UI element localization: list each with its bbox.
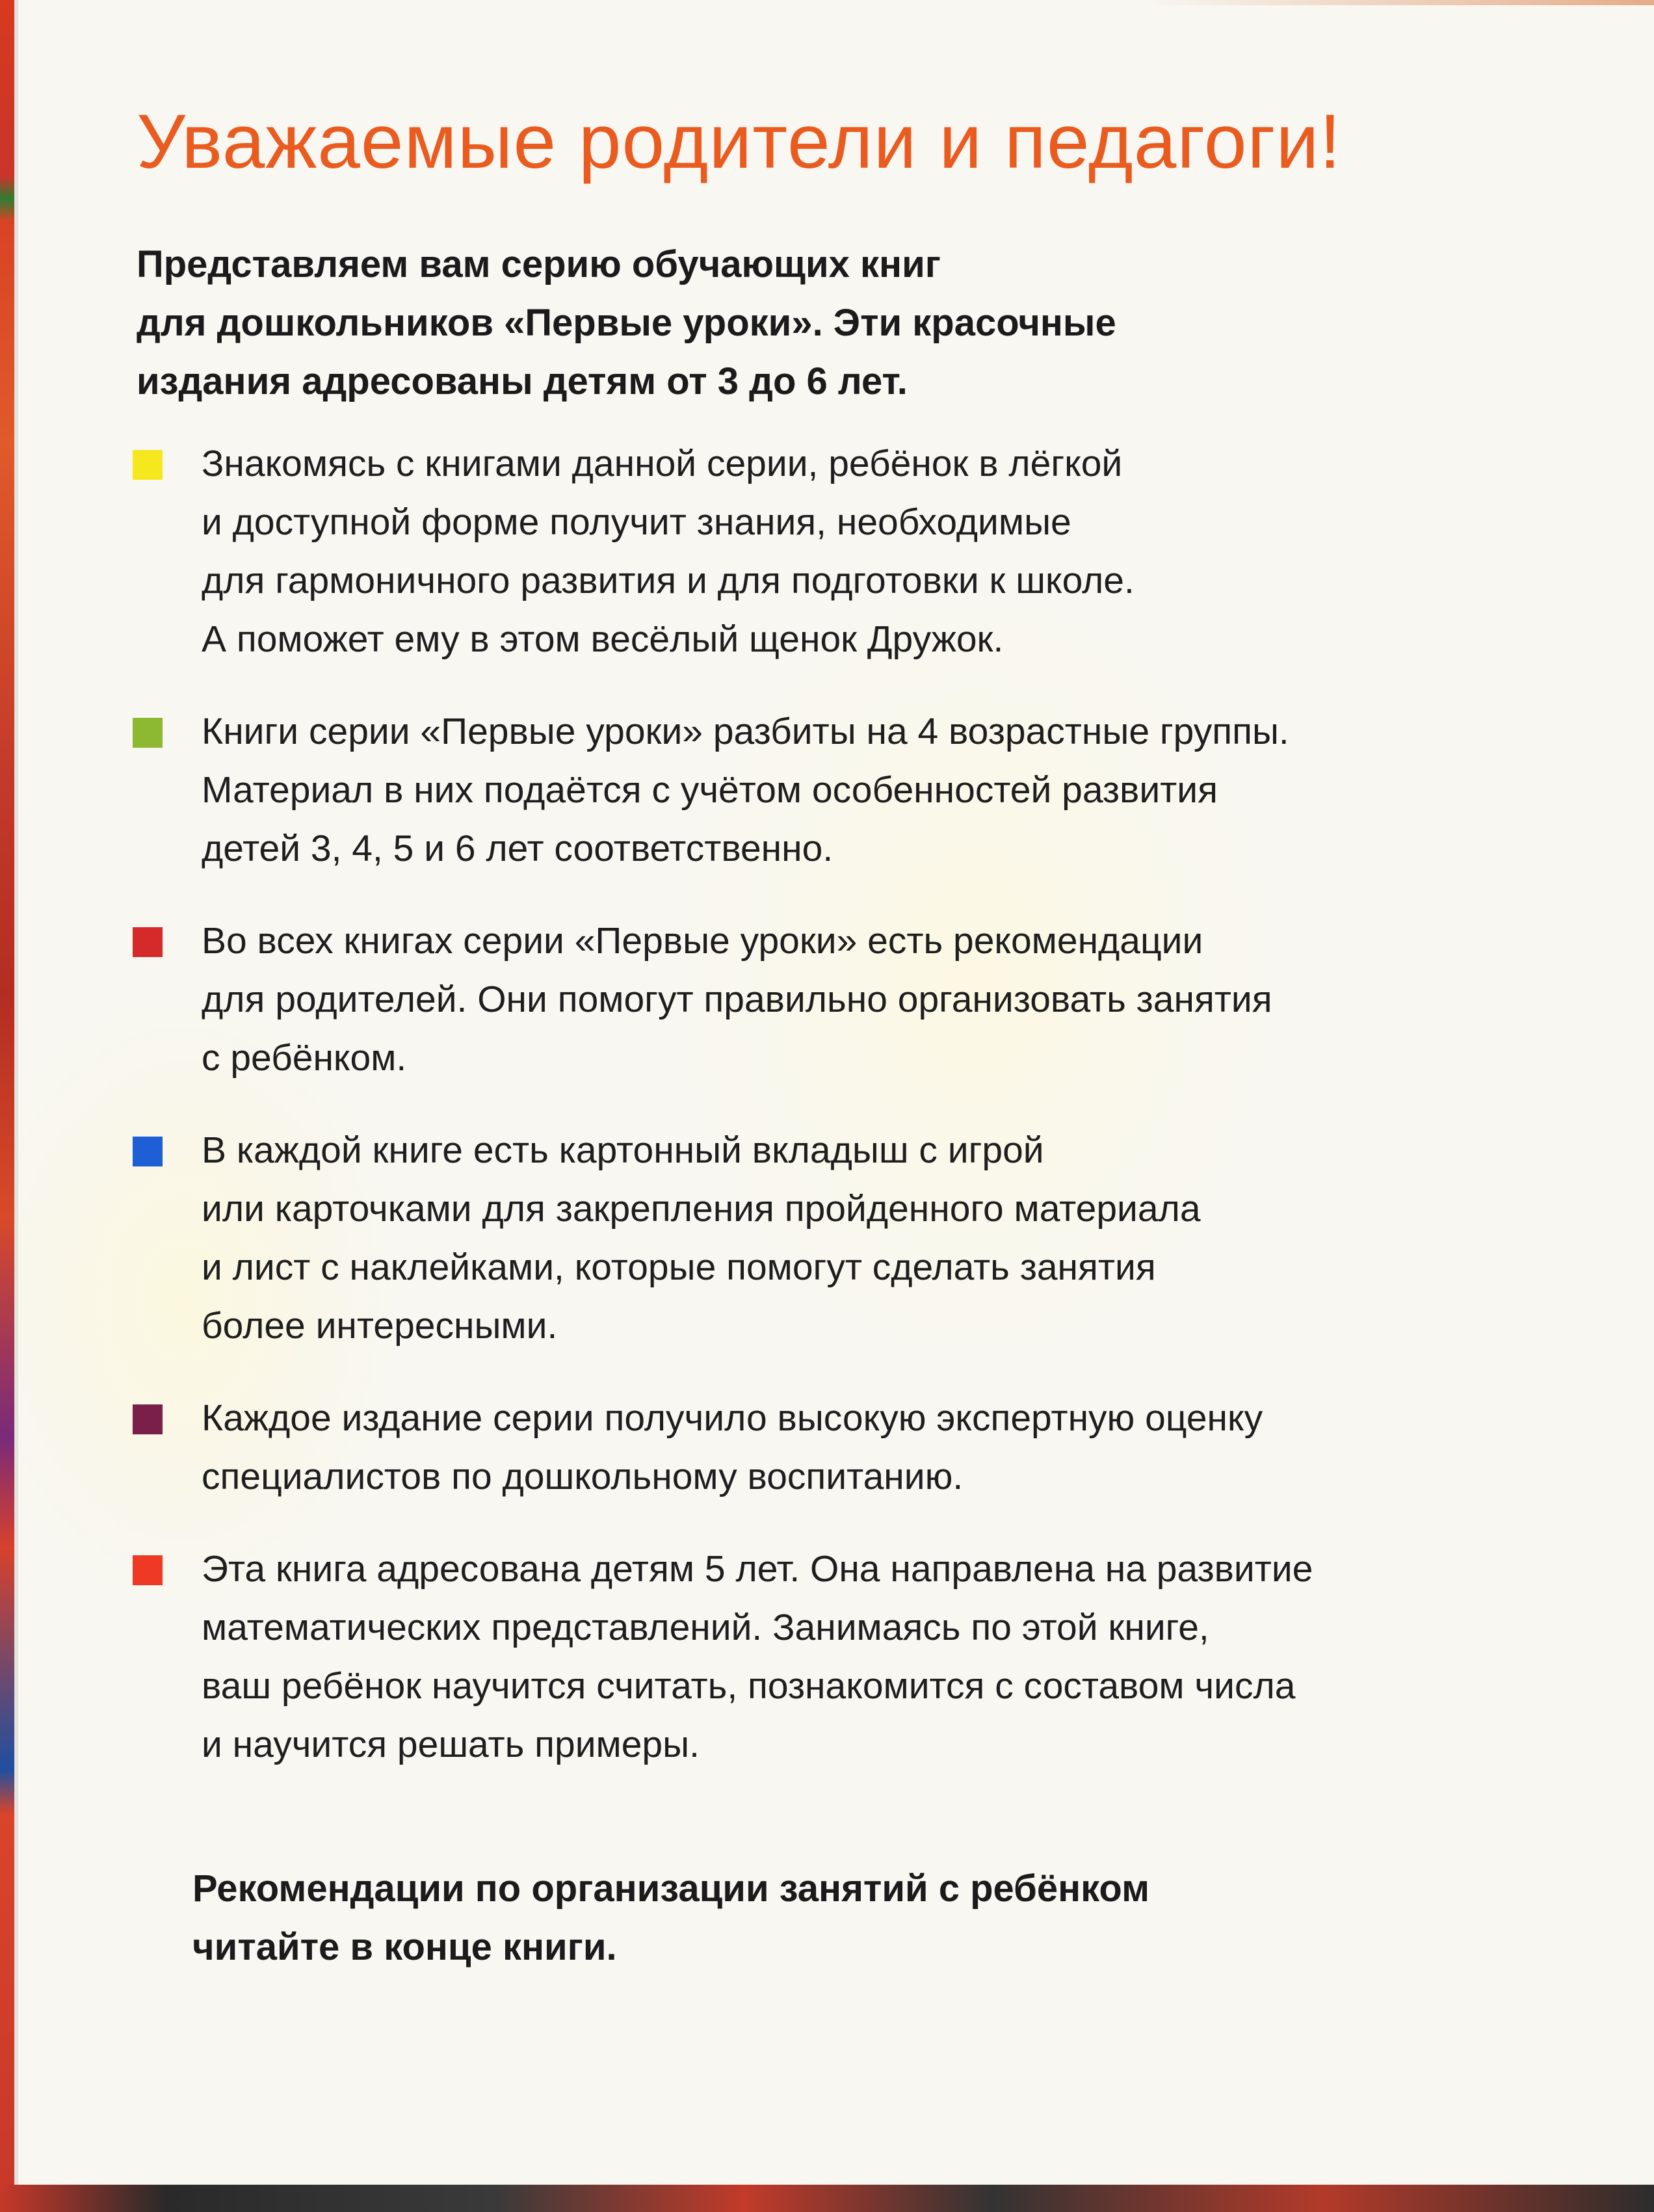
list-item-line: Эта книга адресована детям 5 лет. Она направлена на развитие: [202, 1548, 1313, 1590]
list-item-line: и научится решать примеры.: [202, 1724, 700, 1765]
list-item-line: Знакомясь с книгами данной серии, ребёнок в лёгкой: [202, 443, 1123, 484]
list-item-line: для родителей. Они помогут правильно организовать занятия: [202, 979, 1272, 1020]
square-bullet-icon: [133, 1137, 163, 1166]
intro-line: издания адресованы детям от 3 до 6 лет.: [137, 360, 908, 402]
list-item: [124, 912, 1567, 1087]
list-item: [124, 434, 1567, 668]
book-spine-decoration: [0, 0, 14, 2212]
list-item-line: А поможет ему в этом весёлый щенок Дружок.: [202, 618, 1004, 660]
list-item-line: Во всех книгах серии «Первые уроки» есть рекомендации: [202, 920, 1203, 962]
list-item-line: более интересными.: [202, 1305, 558, 1347]
square-bullet-icon: [133, 1555, 163, 1585]
square-bullet-icon: [133, 718, 163, 748]
list-item: [124, 1121, 1567, 1355]
closing-note: [192, 1860, 1493, 1977]
closing-line: Рекомендации по организации занятий с ребёнком: [192, 1867, 1149, 1910]
intro-paragraph: [137, 235, 1437, 411]
intro-line: для дошкольников «Первые уроки». Эти красочные: [137, 302, 1116, 344]
square-bullet-icon: [133, 1404, 163, 1434]
list-item-line: ваш ребёнок научится считать, познакомится с составом числа: [202, 1665, 1296, 1707]
square-bullet-icon: [133, 450, 163, 480]
feature-list: [124, 434, 1567, 1774]
bottom-edge-decoration: [0, 2185, 1654, 2212]
list-item-line: для гармоничного развития и для подготовки к школе.: [202, 560, 1135, 601]
closing-line: читайте в конце книги.: [192, 1926, 617, 1968]
list-item-line: или карточками для закрепления пройденного материала: [202, 1188, 1201, 1230]
list-item: [124, 1540, 1567, 1774]
intro-line: Представляем вам серию обучающих книг: [137, 243, 941, 285]
list-item-line: математических представлений. Занимаясь по этой книге,: [202, 1607, 1209, 1648]
spine-shadow: [14, 0, 18, 2212]
list-item-line: В каждой книге есть картонный вкладыш с игрой: [202, 1129, 1044, 1171]
list-item: [124, 1389, 1567, 1506]
list-item-line: и доступной форме получит знания, необходимые: [202, 501, 1071, 543]
list-item-line: Каждое издание серии получило высокую экспертную оценку: [202, 1397, 1263, 1439]
list-item-line: с ребёнком.: [202, 1037, 407, 1079]
list-item-line: детей 3, 4, 5 и 6 лет соответственно.: [202, 828, 834, 869]
list-item: [124, 702, 1567, 878]
top-edge-decoration: [1144, 0, 1654, 5]
list-item-line: специалистов по дошкольному воспитанию.: [202, 1456, 964, 1497]
page-title: Уважаемые родители и педагоги!: [137, 99, 1342, 185]
list-item-line: Материал в них подаётся с учётом особенностей развития: [202, 769, 1218, 811]
list-item-line: Книги серии «Первые уроки» разбиты на 4 возрастные группы.: [202, 711, 1289, 752]
list-item-line: и лист с наклейками, которые помогут сделать занятия: [202, 1246, 1156, 1288]
square-bullet-icon: [133, 927, 163, 957]
